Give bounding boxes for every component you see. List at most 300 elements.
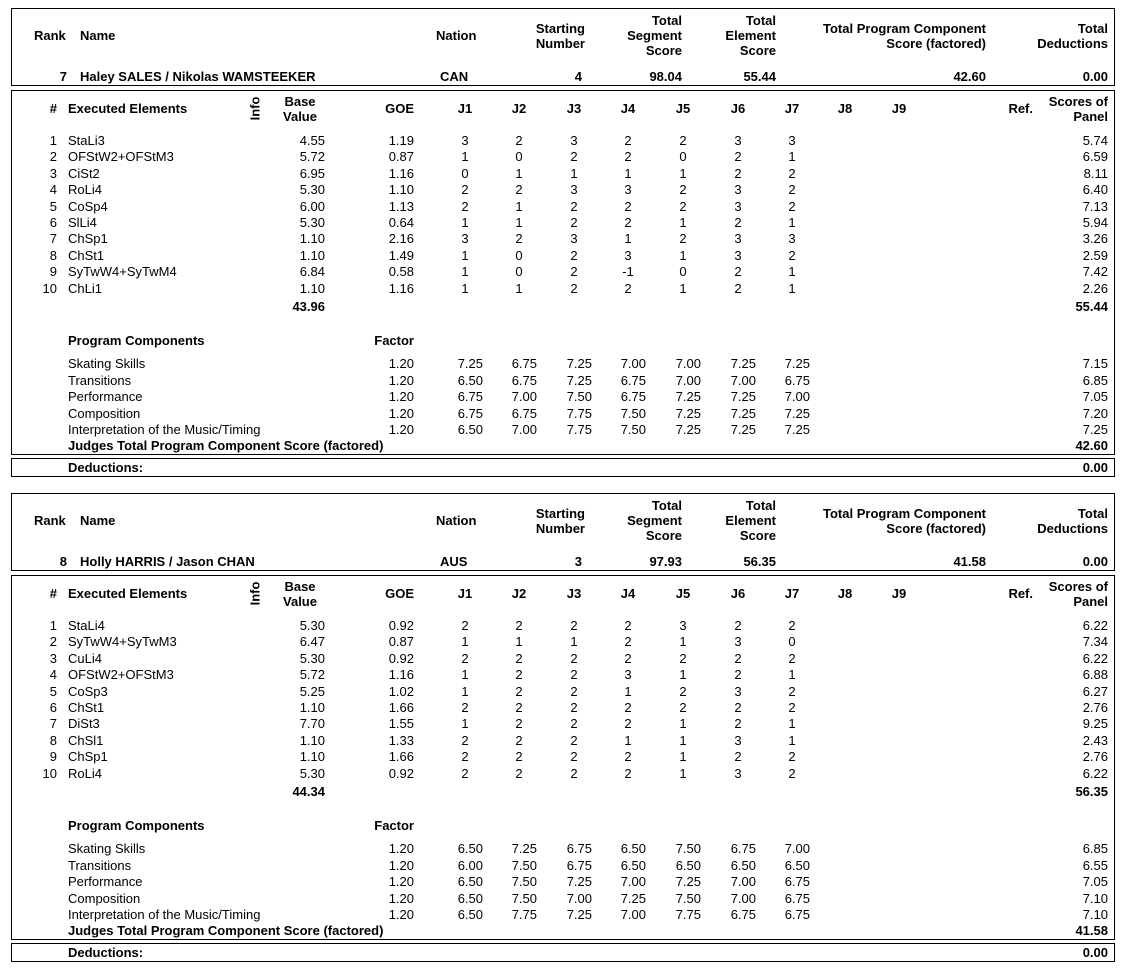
component-judge-score: 7.50 — [566, 389, 592, 404]
component-judge-score: 7.75 — [566, 422, 592, 437]
component-factor: 1.20 — [388, 890, 414, 906]
element-goe: 0.92 — [388, 765, 414, 781]
element-goe: 1.19 — [388, 133, 414, 148]
element-base-value: 1.10 — [299, 749, 325, 765]
component-judge-score: 6.75 — [730, 907, 756, 922]
element-judge-score: 3 — [788, 133, 796, 148]
component-judge-score: 7.25 — [730, 389, 756, 404]
element-judge-score: 2 — [788, 650, 796, 666]
element-number: 6 — [49, 215, 57, 230]
element-judge-score: 0 — [515, 247, 523, 263]
element-judge-score: 2 — [570, 264, 578, 280]
element-goe: 0.87 — [388, 634, 414, 650]
component-judge-score: 6.50 — [457, 874, 483, 889]
element-judge-score: 3 — [624, 182, 632, 198]
element-score-label: Total — [745, 13, 776, 28]
component-panel-score: 7.05 — [1082, 874, 1108, 889]
element-judge-score: 3 — [734, 634, 742, 650]
element-base-value: 1.10 — [299, 247, 325, 263]
element-judge-score: 3 — [679, 618, 687, 633]
element-number: 2 — [49, 634, 57, 650]
judge-header: J2 — [511, 101, 527, 116]
goe-header: GOE — [385, 586, 414, 601]
component-judge-score: 7.75 — [511, 907, 537, 922]
component-judge-score: 7.50 — [675, 890, 701, 906]
component-judge-score: 7.25 — [784, 356, 810, 371]
element-goe: 1.16 — [388, 165, 414, 181]
element-name: ChLi1 — [68, 280, 102, 296]
segment-score-label: Total — [651, 13, 682, 28]
element-panel-score: 9.25 — [1082, 716, 1108, 732]
element-base-value: 5.30 — [299, 182, 325, 198]
element-judge-score: 1 — [624, 165, 632, 181]
element-judge-score: 2 — [679, 650, 687, 666]
element-judge-score: 2 — [788, 700, 796, 715]
element-judge-score: 1 — [461, 716, 469, 732]
element-judge-score: 2 — [515, 231, 523, 247]
element-judge-score: 2 — [788, 749, 796, 765]
element-judge-score: 3 — [570, 182, 578, 198]
component-judge-score: 7.50 — [675, 841, 701, 856]
component-factor: 1.20 — [388, 874, 414, 889]
element-name: SlLi4 — [68, 215, 97, 230]
nation-label: Nation — [436, 513, 477, 528]
component-judge-score: 7.00 — [784, 841, 810, 856]
element-base-value: 5.30 — [299, 215, 325, 230]
pcs-total: 42.60 — [1075, 438, 1108, 453]
component-judge-score: 6.75 — [620, 372, 646, 388]
element-name: RoLi4 — [68, 182, 102, 198]
component-name: Performance — [68, 874, 143, 889]
elements-header: Executed Elements — [68, 586, 188, 601]
name-label: Name — [80, 513, 116, 528]
component-judge-score: 6.75 — [511, 405, 537, 421]
component-factor: 1.20 — [388, 389, 414, 404]
element-name: OFStW2+OFStM3 — [68, 149, 174, 165]
component-judge-score: 6.75 — [511, 356, 537, 371]
component-judge-score: 7.00 — [675, 372, 701, 388]
element-judge-score: 2 — [679, 198, 687, 214]
element-number: 4 — [49, 182, 57, 198]
skater-nation: AUS — [440, 554, 468, 569]
element-panel-score: 2.43 — [1082, 732, 1108, 748]
judge-header: J2 — [511, 586, 527, 601]
component-name: Skating Skills — [68, 356, 146, 371]
element-judge-score: 1 — [788, 716, 796, 732]
element-name: StaLi4 — [68, 618, 105, 633]
judge-header: J8 — [837, 586, 853, 601]
component-judge-score: 7.50 — [620, 405, 646, 421]
element-goe: 0.87 — [388, 149, 414, 165]
panel-header: Scores of — [1048, 94, 1108, 109]
element-base-value: 5.30 — [299, 765, 325, 781]
element-judge-score: 3 — [570, 231, 578, 247]
element-judge-score: 2 — [624, 634, 632, 650]
component-factor: 1.20 — [388, 422, 414, 437]
skater-nation: CAN — [440, 69, 469, 84]
element-judge-score: 2 — [461, 650, 469, 666]
component-judge-score: 6.50 — [620, 841, 646, 856]
element-panel-score: 2.76 — [1082, 700, 1108, 715]
deductions-value: 0.00 — [1082, 945, 1108, 960]
element-number: 9 — [49, 749, 57, 765]
panel-header: Scores of — [1048, 579, 1108, 594]
element-judge-score: 2 — [461, 732, 469, 748]
element-base-value: 7.70 — [299, 716, 325, 732]
component-judge-score: 7.25 — [457, 356, 483, 371]
element-goe: 0.64 — [388, 215, 414, 230]
element-goe: 1.66 — [388, 749, 414, 765]
element-panel-score: 2.26 — [1082, 280, 1108, 296]
element-judge-score: 1 — [461, 264, 469, 280]
element-number: 10 — [42, 765, 57, 781]
pcs-label: Score (factored) — [886, 521, 986, 536]
element-judge-score: 3 — [734, 732, 742, 748]
element-judge-score: 3 — [734, 247, 742, 263]
deductions-row-label: Deductions: — [68, 460, 144, 475]
element-judge-score: 2 — [734, 149, 742, 165]
base-value-header: Base — [284, 94, 316, 109]
element-judge-score: 2 — [734, 264, 742, 280]
element-judge-score: 1 — [679, 667, 687, 683]
element-judge-score: 2 — [788, 247, 796, 263]
component-judge-score: 7.25 — [566, 874, 592, 889]
element-judge-score: 2 — [570, 765, 578, 781]
component-judge-score: 7.00 — [730, 890, 756, 906]
element-base-value: 5.25 — [299, 683, 325, 699]
element-goe: 1.13 — [388, 198, 414, 214]
panel-header: Panel — [1073, 594, 1108, 609]
program-components-header: Program Components — [68, 333, 205, 348]
component-judge-score: 6.50 — [675, 857, 701, 873]
element-judge-score: 2 — [515, 716, 523, 732]
segment-score-label: Total — [651, 498, 682, 513]
element-judge-score: 2 — [570, 149, 578, 165]
component-factor: 1.20 — [388, 857, 414, 873]
element-judge-score: 1 — [461, 247, 469, 263]
element-name: ChSp1 — [68, 749, 108, 765]
element-judge-score: 2 — [624, 133, 632, 148]
starting-number-label: Number — [535, 36, 585, 51]
element-judge-score: 1 — [788, 280, 796, 296]
judge-header: J1 — [457, 101, 473, 116]
element-judge-score: 2 — [570, 215, 578, 230]
element-panel-score: 6.88 — [1082, 667, 1108, 683]
element-panel-score: 2.59 — [1082, 247, 1108, 263]
element-base-value: 6.84 — [299, 264, 325, 280]
element-panel-score: 6.22 — [1082, 618, 1108, 633]
element-number: 4 — [49, 667, 57, 683]
component-judge-score: 6.50 — [457, 841, 483, 856]
base-value-header: Value — [283, 109, 317, 124]
info-header: Info — [247, 581, 263, 606]
element-number: 7 — [49, 231, 57, 247]
component-judge-score: 7.25 — [730, 356, 756, 371]
element-judge-score: 2 — [679, 683, 687, 699]
element-judge-score: 2 — [461, 618, 469, 633]
pcs-total: 41.58 — [1075, 923, 1108, 938]
element-panel-score: 6.22 — [1082, 765, 1108, 781]
deductions-label: Total — [1077, 506, 1108, 521]
element-panel-score: 3.26 — [1082, 231, 1108, 247]
skater-rank: 8 — [59, 554, 67, 569]
component-judge-score: 7.75 — [566, 405, 592, 421]
element-goe: 0.58 — [388, 264, 414, 280]
element-panel-score: 6.40 — [1082, 182, 1108, 198]
deductions-label: Total — [1077, 21, 1108, 36]
element-judge-score: 2 — [461, 765, 469, 781]
element-judge-score: 3 — [734, 231, 742, 247]
component-factor: 1.20 — [388, 356, 414, 371]
element-name: DiSt3 — [68, 716, 100, 732]
segment-score-label: Segment — [627, 513, 682, 528]
element-judge-score: 1 — [788, 732, 796, 748]
skater-name: Holly HARRIS / Jason CHAN — [80, 554, 255, 569]
element-judge-score: 2 — [624, 700, 632, 715]
ref-header: Ref. — [1008, 101, 1033, 116]
component-judge-score: 6.50 — [730, 857, 756, 873]
judge-header: J1 — [457, 586, 473, 601]
element-goe: 1.33 — [388, 732, 414, 748]
component-judge-score: 6.75 — [511, 372, 537, 388]
starting-number-label: Starting — [535, 21, 585, 36]
element-score-label: Score — [739, 43, 776, 58]
element-panel-score: 6.59 — [1082, 149, 1108, 165]
component-judge-score: 7.00 — [511, 389, 537, 404]
element-name: StaLi3 — [68, 133, 105, 148]
element-judge-score: 2 — [461, 700, 469, 715]
component-judge-score: 7.00 — [511, 422, 537, 437]
element-judge-score: 2 — [624, 215, 632, 230]
element-judge-score: 2 — [515, 749, 523, 765]
element-goe: 2.16 — [388, 231, 414, 247]
judge-header: J9 — [891, 101, 907, 116]
component-judge-score: 7.25 — [730, 422, 756, 437]
element-goe: 1.02 — [388, 683, 414, 699]
base-value-total: 43.96 — [292, 299, 325, 314]
component-judge-score: 6.50 — [784, 857, 810, 873]
element-judge-score: 2 — [734, 618, 742, 633]
element-judge-score: 0 — [679, 264, 687, 280]
element-goe: 0.92 — [388, 618, 414, 633]
element-judge-score: 2 — [461, 749, 469, 765]
element-judge-score: 2 — [624, 280, 632, 296]
component-judge-score: 6.75 — [566, 857, 592, 873]
program-components-header: Program Components — [68, 818, 205, 833]
element-name: OFStW2+OFStM3 — [68, 667, 174, 683]
factor-header: Factor — [374, 333, 414, 348]
judge-header: J8 — [837, 101, 853, 116]
element-score-label: Score — [739, 528, 776, 543]
component-judge-score: 7.25 — [511, 841, 537, 856]
component-panel-score: 7.15 — [1082, 356, 1108, 371]
element-judge-score: 2 — [734, 215, 742, 230]
starting-number-label: Starting — [535, 506, 585, 521]
element-judge-score: 2 — [734, 716, 742, 732]
component-judge-score: 7.25 — [675, 389, 701, 404]
component-name: Composition — [68, 890, 141, 906]
element-name: SyTwW4+SyTwM3 — [68, 634, 177, 650]
element-judge-score: 3 — [624, 247, 632, 263]
element-judge-score: 2 — [570, 618, 578, 633]
judge-header: J4 — [620, 586, 636, 601]
component-judge-score: 7.00 — [566, 890, 592, 906]
element-judge-score: 0 — [788, 634, 796, 650]
element-base-value: 5.72 — [299, 149, 325, 165]
element-score-label: Total — [745, 498, 776, 513]
element-judge-score: 2 — [515, 667, 523, 683]
component-judge-score: 7.00 — [730, 372, 756, 388]
component-panel-score: 7.05 — [1082, 389, 1108, 404]
element-judge-score: 2 — [788, 182, 796, 198]
element-judge-score: 1 — [461, 149, 469, 165]
element-score-label: Element — [725, 513, 776, 528]
element-judge-score: 1 — [679, 215, 687, 230]
element-panel-score: 7.42 — [1082, 264, 1108, 280]
element-number: 1 — [49, 618, 57, 633]
component-panel-score: 7.20 — [1082, 405, 1108, 421]
component-judge-score: 6.75 — [784, 874, 810, 889]
element-judge-score: 1 — [570, 634, 578, 650]
element-goe: 1.55 — [388, 716, 414, 732]
element-judge-score: 2 — [679, 231, 687, 247]
base-value-total: 44.34 — [292, 784, 325, 799]
judge-header: J4 — [620, 101, 636, 116]
element-judge-score: 1 — [679, 165, 687, 181]
element-judge-score: 2 — [570, 716, 578, 732]
element-judge-score: 1 — [679, 634, 687, 650]
element-panel-score: 6.27 — [1082, 683, 1108, 699]
judges-total-label: Judges Total Program Component Score (factored) — [68, 438, 384, 453]
element-judge-score: 2 — [788, 765, 796, 781]
element-judge-score: 2 — [515, 133, 523, 148]
element-judge-score: 0 — [515, 149, 523, 165]
component-judge-score: 7.25 — [566, 356, 592, 371]
element-judge-score: 2 — [624, 765, 632, 781]
element-judge-score: 1 — [679, 716, 687, 732]
base-value-header: Value — [283, 594, 317, 609]
component-name: Performance — [68, 389, 143, 404]
skater-pcs: 42.60 — [953, 69, 986, 84]
component-judge-score: 6.50 — [457, 422, 483, 437]
judge-header: J7 — [784, 101, 800, 116]
elements-total: 56.35 — [1075, 784, 1108, 799]
element-judge-score: 2 — [570, 667, 578, 683]
segment-score-label: Score — [645, 43, 682, 58]
element-judge-score: 1 — [515, 215, 523, 230]
skater-name: Haley SALES / Nikolas WAMSTEEKER — [80, 69, 316, 84]
element-judge-score: 2 — [624, 650, 632, 666]
element-base-value: 1.10 — [299, 280, 325, 296]
base-value-header: Base — [284, 579, 316, 594]
element-judge-score: 2 — [624, 149, 632, 165]
element-judge-score: 2 — [624, 749, 632, 765]
component-judge-score: 7.25 — [566, 372, 592, 388]
num-header: # — [49, 101, 57, 116]
element-name: CuLi4 — [68, 650, 102, 666]
component-judge-score: 6.50 — [457, 372, 483, 388]
element-judge-score: 2 — [570, 749, 578, 765]
component-judge-score: 6.75 — [784, 907, 810, 922]
element-judge-score: 2 — [515, 650, 523, 666]
component-judge-score: 7.00 — [620, 907, 646, 922]
element-judge-score: 3 — [624, 667, 632, 683]
element-base-value: 6.95 — [299, 165, 325, 181]
element-judge-score: 3 — [570, 133, 578, 148]
element-judge-score: 1 — [788, 667, 796, 683]
component-name: Transitions — [68, 372, 132, 388]
element-name: SyTwW4+SyTwM4 — [68, 264, 177, 280]
judge-header: J3 — [566, 586, 582, 601]
element-judge-score: 2 — [734, 667, 742, 683]
element-judge-score: 2 — [515, 700, 523, 715]
element-judge-score: 0 — [679, 149, 687, 165]
component-name: Composition — [68, 405, 141, 421]
judges-total-label: Judges Total Program Component Score (factored) — [68, 923, 384, 938]
element-judge-score: 2 — [515, 732, 523, 748]
element-base-value: 1.10 — [299, 700, 325, 715]
element-goe: 0.92 — [388, 650, 414, 666]
component-judge-score: 7.25 — [620, 890, 646, 906]
component-judge-score: 7.75 — [675, 907, 701, 922]
element-number: 5 — [49, 683, 57, 699]
element-judge-score: 2 — [515, 683, 523, 699]
element-score-label: Element — [725, 28, 776, 43]
component-judge-score: 7.25 — [784, 422, 810, 437]
elements-header: Executed Elements — [68, 101, 188, 116]
element-panel-score: 5.94 — [1082, 215, 1108, 230]
element-judge-score: 2 — [788, 618, 796, 633]
element-judge-score: 1 — [679, 732, 687, 748]
component-judge-score: 7.00 — [730, 874, 756, 889]
element-number: 5 — [49, 198, 57, 214]
element-name: CiSt2 — [68, 165, 100, 181]
component-judge-score: 7.00 — [620, 874, 646, 889]
judge-header: J5 — [675, 101, 691, 116]
element-judge-score: 2 — [570, 732, 578, 748]
panel-header: Panel — [1073, 109, 1108, 124]
component-judge-score: 6.75 — [457, 405, 483, 421]
element-judge-score: 3 — [461, 133, 469, 148]
component-judge-score: 7.25 — [566, 907, 592, 922]
element-judge-score: 1 — [515, 280, 523, 296]
element-name: ChSl1 — [68, 732, 104, 748]
component-judge-score: 7.50 — [511, 874, 537, 889]
element-number: 7 — [49, 716, 57, 732]
element-judge-score: 1 — [788, 215, 796, 230]
component-name: Transitions — [68, 857, 132, 873]
element-base-value: 5.30 — [299, 650, 325, 666]
component-judge-score: 6.50 — [457, 890, 483, 906]
element-number: 3 — [49, 165, 57, 181]
component-name: Interpretation of the Music/Timing — [68, 422, 261, 437]
info-header: Info — [247, 96, 263, 121]
element-judge-score: 3 — [461, 231, 469, 247]
element-judge-score: 1 — [515, 634, 523, 650]
element-judge-score: 1 — [679, 765, 687, 781]
element-judge-score: 2 — [461, 182, 469, 198]
component-judge-score: 6.75 — [566, 841, 592, 856]
skater-element-score: 56.35 — [743, 554, 776, 569]
element-judge-score: 2 — [515, 182, 523, 198]
judge-header: J6 — [730, 101, 746, 116]
element-judge-score: 3 — [734, 198, 742, 214]
judge-header: J3 — [566, 101, 582, 116]
element-name: RoLi4 — [68, 765, 102, 781]
deductions-label: Deductions — [1037, 36, 1108, 51]
element-judge-score: 2 — [515, 618, 523, 633]
skater-segment-score: 98.04 — [649, 69, 682, 84]
